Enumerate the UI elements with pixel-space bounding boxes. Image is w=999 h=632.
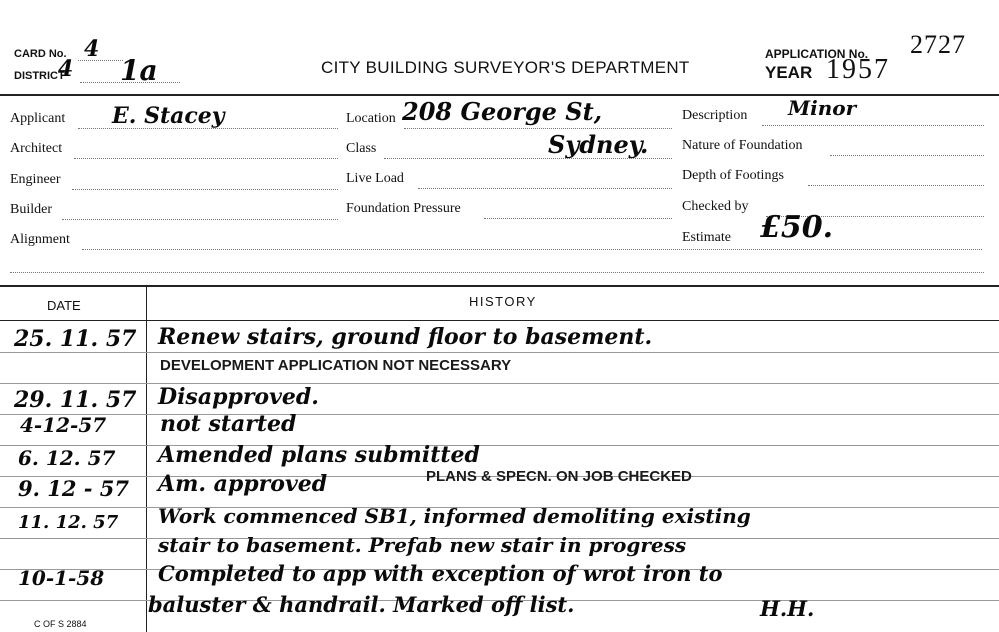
location-value-line2: Sydney. <box>548 130 649 159</box>
history-date: 25. 11. 57 <box>14 326 137 352</box>
history-text: not started <box>160 411 297 437</box>
history-text: Completed to app with exception of wrot iron to <box>158 561 723 586</box>
history-text: Amended plans submitted <box>158 442 480 468</box>
history-stamp: DEVELOPMENT APPLICATION NOT NECESSARY <box>160 357 512 374</box>
date-column-header: DATE <box>47 298 81 313</box>
estimate-label: Estimate <box>682 230 731 245</box>
description-label: Description <box>682 108 748 123</box>
history-date: 10-1-58 <box>18 566 105 590</box>
year-label: YEAR <box>765 63 813 82</box>
history-text: Renew stairs, ground floor to basement. <box>158 324 653 350</box>
history-date: 9. 12 - 57 <box>18 476 130 501</box>
history-date: 6. 12. 57 <box>18 446 116 470</box>
history-text: Work commenced SB1, informed demoliting existing <box>158 504 751 528</box>
engineer-label: Engineer <box>10 172 61 187</box>
class-label: Class <box>346 141 377 156</box>
location-value-line1: 208 George St, <box>402 97 603 126</box>
architect-label: Architect <box>10 141 63 156</box>
history-date: 11. 12. 57 <box>18 512 119 533</box>
card-no-label: CARD No. <box>14 48 67 60</box>
applicant-label: Applicant <box>10 111 66 126</box>
application-no-value: 2727 <box>910 30 966 59</box>
application-no-label: APPLICATION No. <box>765 47 869 61</box>
card-no-value: 4 <box>84 36 100 62</box>
year-value: 1957 <box>826 54 890 85</box>
alignment-label: Alignment <box>10 232 70 247</box>
builder-label: Builder <box>10 202 52 217</box>
district-value: 4 <box>58 56 74 82</box>
history-text: stair to basement. Prefab new stair in progress <box>158 533 687 557</box>
description-value: Minor <box>788 96 857 120</box>
applicant-value: E. Stacey <box>112 103 225 129</box>
history-initials: H.H. <box>760 596 815 621</box>
depth-of-footings-label: Depth of Footings <box>682 168 784 183</box>
live-load-label: Live Load <box>346 171 404 186</box>
district-label: DISTRICT <box>14 70 65 82</box>
page-title: CITY BUILDING SURVEYOR'S DEPARTMENT <box>321 58 690 77</box>
history-column-header: HISTORY <box>469 294 537 309</box>
form-code: C OF S 2884 <box>34 619 87 629</box>
estimate-value: £50. <box>760 210 834 245</box>
history-text: baluster & handrail. Marked off list. <box>148 592 575 617</box>
history-date: 4-12-57 <box>20 413 107 437</box>
history-stamp: PLANS & SPECN. ON JOB CHECKED <box>426 468 692 485</box>
location-label: Location <box>346 111 396 126</box>
district-extra-value: 1a <box>120 54 158 87</box>
nature-of-foundation-label: Nature of Foundation <box>682 138 803 153</box>
foundation-pressure-label: Foundation Pressure <box>346 201 461 216</box>
history-text: Disapproved. <box>158 384 319 410</box>
checked-by-label: Checked by <box>682 199 749 214</box>
history-text: Am. approved <box>158 471 328 497</box>
history-date: 29. 11. 57 <box>14 387 137 413</box>
